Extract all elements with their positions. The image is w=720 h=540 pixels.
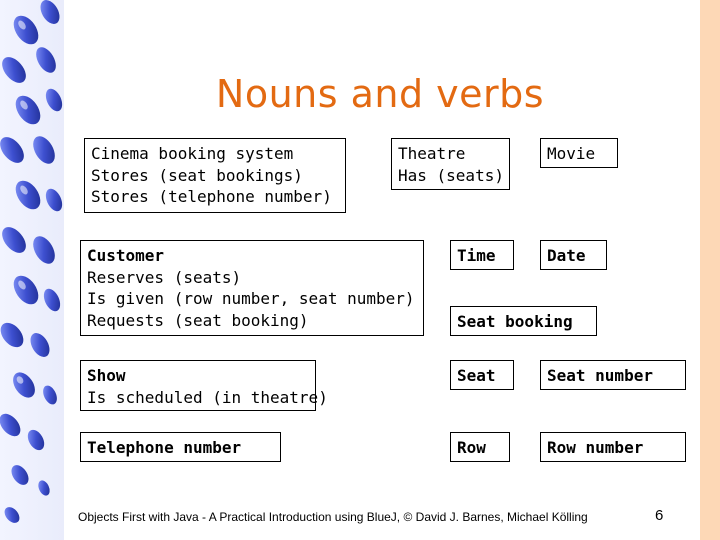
noun-label: Theatre xyxy=(398,144,466,163)
noun-label: Row xyxy=(457,438,486,457)
verb-label: Is given (row number, seat number) xyxy=(87,289,415,308)
noun-label: Cinema booking system xyxy=(91,144,294,163)
noun-label: Customer xyxy=(87,246,165,265)
box-row xyxy=(450,432,510,462)
noun-label: Show xyxy=(87,366,126,385)
footer-credit: Objects First with Java - A Practical Introduction using BlueJ, © David J. Barnes, Michael Kölling xyxy=(78,510,588,524)
noun-label: Date xyxy=(547,246,586,265)
verb-label: Is scheduled (in theatre) xyxy=(87,387,328,407)
box-theatre xyxy=(391,138,510,190)
box-seat-booking xyxy=(450,306,597,336)
box-date xyxy=(540,240,607,270)
page-number: 6 xyxy=(655,507,664,524)
box-row-number xyxy=(540,432,686,462)
box-movie xyxy=(540,138,618,168)
noun-label: Row number xyxy=(547,438,644,457)
verb-label: Stores (telephone number) xyxy=(91,187,332,206)
box-show xyxy=(80,360,328,411)
slide-title: Nouns and verbs xyxy=(215,72,545,116)
verb-label: Requests (seat booking) xyxy=(87,310,309,330)
box-seat xyxy=(450,360,514,390)
noun-label: Seat booking xyxy=(457,312,573,331)
noun-label: Movie xyxy=(547,144,596,163)
noun-label: Seat number xyxy=(547,366,653,385)
box-cinema-booking-system xyxy=(84,138,346,213)
verb-label: Reserves (seats) xyxy=(87,267,242,287)
verb-label: Has (seats) xyxy=(398,165,504,185)
box-customer xyxy=(80,240,424,336)
box-time xyxy=(450,240,514,270)
verb-label: Stores (seat bookings) xyxy=(91,165,303,185)
noun-label: Seat xyxy=(457,366,496,385)
noun-label: Time xyxy=(457,246,496,265)
noun-label: Telephone number xyxy=(87,438,242,457)
box-seat-number xyxy=(540,360,686,390)
box-telephone-number xyxy=(80,432,281,462)
